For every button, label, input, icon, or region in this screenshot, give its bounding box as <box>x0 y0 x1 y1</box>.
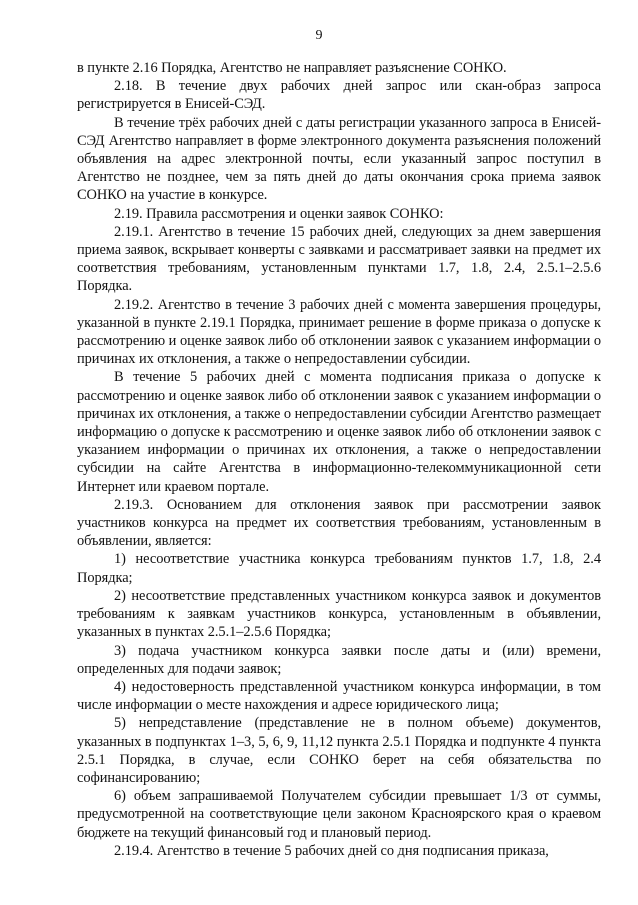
paragraph-2-19-1: 2.19.1. Агентство в течение 15 рабочих дней, следующих за днем завершения приема заявок, вскрывает конверты с заявками и рассматривает заявки на предмет их соответствия требованиям, установленным пунктами 1.7, 1.8, 2.4, 2.5.1–2.5.6 Порядка. <box>77 223 601 295</box>
paragraph-2-19: 2.19. Правила рассмотрения и оценки заявок СОНКО: <box>114 205 444 222</box>
rejection-reason-2: 2) несоответствие представленных участником конкурса заявок и документов требованиям к заявкам участников конкурса, установленным в объявлении, указанных в пунктах 2.5.1–2.5.6 Порядка; <box>77 587 601 641</box>
paragraph-2-19-3: 2.19.3. Основанием для отклонения заявок при рассмотрении заявок участников конкурса на предмет их соответствия требованиям, установленным в объявлении, является: <box>77 496 601 550</box>
page-number: 9 <box>315 28 323 43</box>
paragraph-continuation: в пункте 2.16 Порядка, Агентство не направляет разъяснение СОНКО. <box>77 60 507 76</box>
paragraph-2-19-2: 2.19.2. Агентство в течение 3 рабочих дней с момента завершения процедуры, указанной в пункте 2.19.1 Порядка, принимает решение в форме приказа о допуске к рассмотрению и оценке заявок либо об отклонении заявок с указанием информации о причинах их отклонения, а также о непредоставлении субсидии. <box>77 296 601 368</box>
rejection-reason-6: 6) объем запрашиваемой Получателем субсидии превышает 1/3 от суммы, предусмотренной на соответствующие цели законом Красноярского края о краевом бюджете на текущий финансовый год и плановый период. <box>77 788 601 841</box>
paragraph-2-19-2-publication: В течение 5 рабочих дней с момента подписания приказа о допуске к рассмотрению и оценке заявок либо об отклонении заявок с указанием информации о причинах их отклонения, а также о непредоставлении субсидии Агентство размещает информацию о допуске к рассмотрению и оценке заявок либо об отклонении заявок с указанием информации о причинах их отклонения, а также о непредоставлении субсидии на сайте Агентства в информационно-телекоммуникационной сети Интернет или краевом портале. <box>77 369 601 495</box>
document-body <box>77 59 601 860</box>
paragraph-2-18-response: В течение трёх рабочих дней с даты регистрации указанного запроса в Енисей-СЭД Агентство направляет в форме электронного документа разъяснения положений объявления на адрес электронной почты, если указанный запрос поступил в Агентство не позднее, чем за пять дней до даты окончания срока приема заявок СОНКО на участие в конкурсе. <box>77 114 601 204</box>
rejection-reason-4: 4) недостоверность представленной участником конкурса информации, в том числе информации о месте нахождения и адресе юридического лица; <box>77 678 601 714</box>
rejection-reason-1: 1) несоответствие участника конкурса требованиям пунктов 1.7, 1.8, 2.4 Порядка; <box>77 551 601 586</box>
rejection-reason-5: 5) непредставление (представление не в полном объеме) документов, указанных в подпунктах 1–3, 5, 6, 9, 11,12 пункта 2.5.1 Порядка и подпункте 4 пункта 2.5.1 Порядка, в случае, если СОНКО берет на себя обязательства по софинансированию; <box>77 715 601 786</box>
paragraph-2-18: 2.18. В течение двух рабочих дней запрос или скан-образ запроса регистрируется в Енисей-СЭД. <box>77 78 601 113</box>
paragraph-2-19-4: 2.19.4. Агентство в течение 5 рабочих дней со дня подписания приказа, <box>114 842 549 859</box>
rejection-reason-3: 3) подача участником конкурса заявки после даты и (или) времени, определенных для подачи заявок; <box>77 642 601 677</box>
